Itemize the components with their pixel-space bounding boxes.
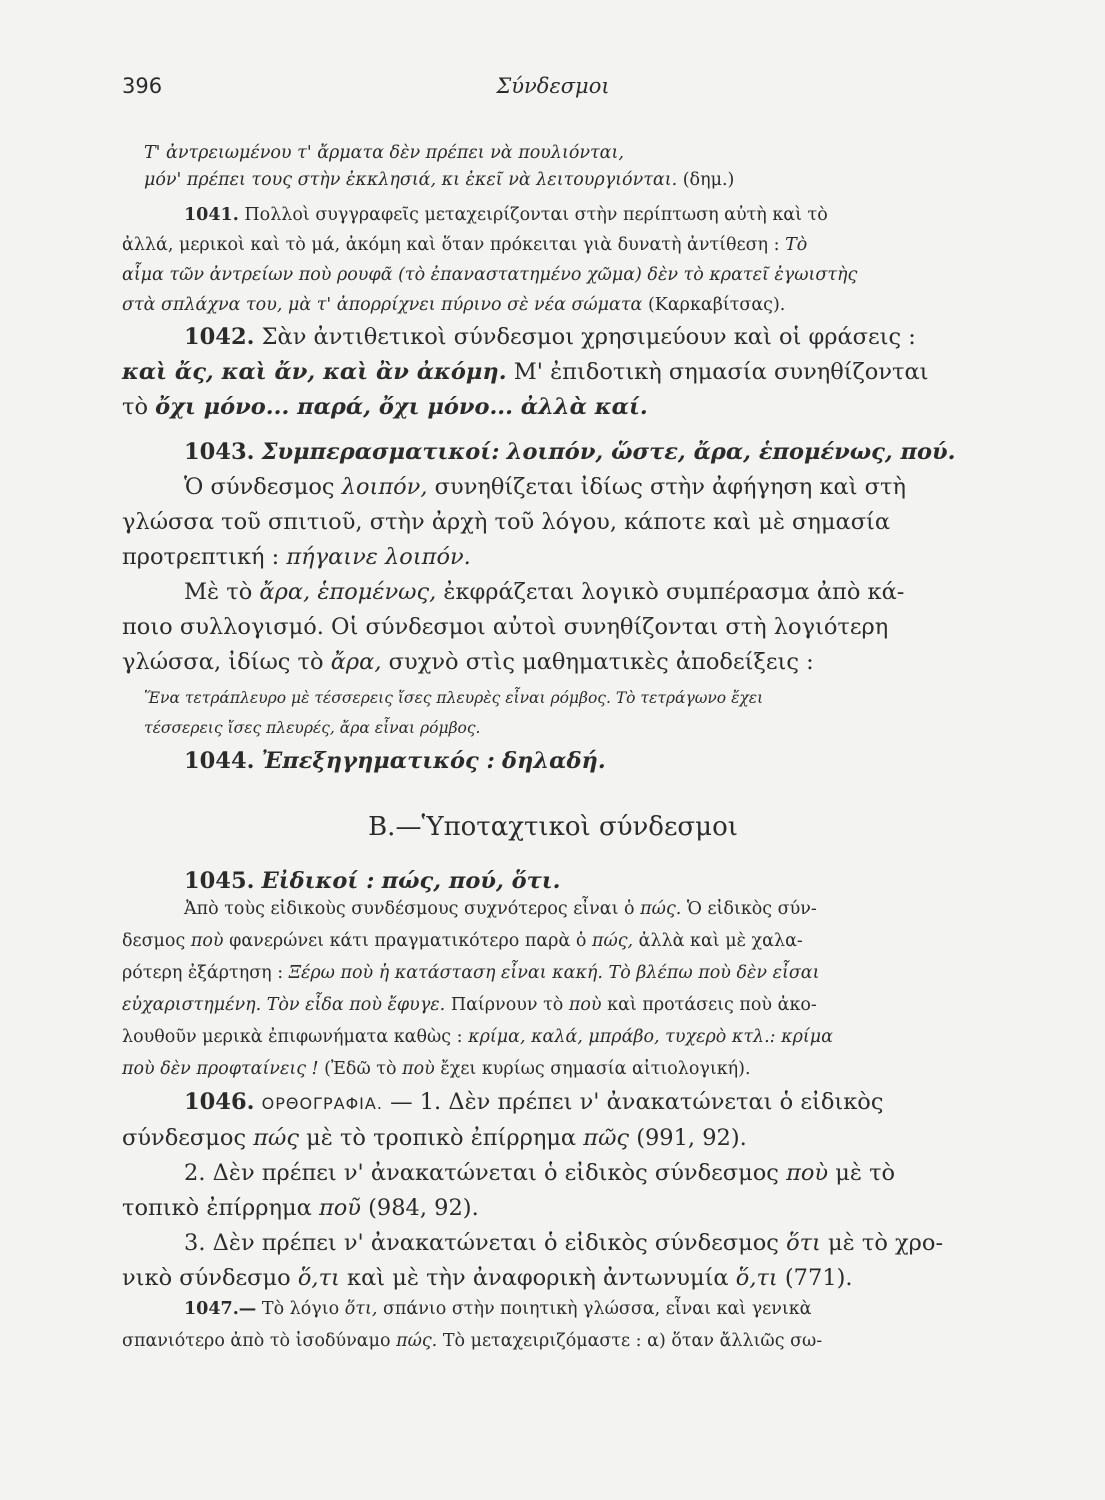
example-line: Ἕνα τετράπλευρο μὲ τέσσερεις ἴσες πλευρὲς εἶναι ρόμβος. Τὸ τετράγωνο ἔχει: [144, 689, 764, 707]
text-run: (984, 92).: [368, 1195, 479, 1221]
text-run: καὶ προτάσεις ποὺ ἀκο-: [607, 995, 817, 1015]
text-run: (991, 92).: [636, 1125, 747, 1151]
text-line: [122, 1053, 984, 1085]
text-run: σπανιότερο ἀπὸ τὸ ἰσοδύναμο: [122, 1331, 391, 1351]
text-line: [122, 1226, 984, 1261]
section-1043: [122, 435, 984, 680]
text-line: [122, 893, 984, 925]
example-line: τέσσερεις ἴσες πλευρές, ἄρα εἶναι ρόμβος.: [144, 719, 481, 737]
quote-line: Τ' ἀντρειωμένου τ' ἄρματα δὲν πρέπει νὰ πουλιόνται,: [144, 143, 624, 163]
text-line: [122, 925, 984, 957]
text-line: [122, 1191, 984, 1226]
text-line: [122, 1293, 984, 1325]
section-number: 1044.: [184, 748, 255, 774]
section-number: 1042.: [184, 324, 255, 350]
term-run: ἄρα, ἑπομένως,: [259, 579, 437, 605]
text-run: Τὸ λόγιο: [261, 1299, 340, 1319]
term-run: πώς: [253, 1125, 299, 1151]
text-run: Μὲ τὸ: [184, 579, 253, 605]
example-run: Τὸ: [785, 235, 808, 255]
text-run: 3. Δὲν πρέπει ν' ἀνακατώνεται ὁ εἰδικὸς σύνδεσμος: [184, 1230, 779, 1256]
section-number: 1045.: [184, 868, 255, 894]
term-run: ἄρα,: [330, 649, 382, 675]
section-1044: [122, 744, 984, 779]
text-run: Πολλοὶ συγγραφεῖς μεταχειρίζονται στὴν περίπτωση αὐτὴ καὶ τὸ: [244, 205, 828, 225]
example-run: Ξέρω ποὺ ἡ κατάσταση εἶναι κακή. Τὸ βλέπω ποὺ δὲν εἶσαι: [288, 963, 820, 983]
text-run: ἐκφράζεται λογικὸ συμπέρασμα ἀπὸ κά-: [443, 579, 905, 605]
term-run: δηλαδή.: [502, 748, 606, 774]
text-line: [122, 320, 984, 355]
text-line: [122, 200, 984, 230]
example-run: πήγαινε λοιπόν.: [286, 544, 471, 570]
term-run: ὅ,τι: [297, 1265, 340, 1291]
text-run: νικὸ σύνδεσμο: [122, 1265, 291, 1291]
text-line: [122, 390, 984, 425]
text-run: ἀλλά, μερικοὶ καὶ τὸ μά, ἀκόμη καὶ ὅταν πρόκειται γιὰ δυνατὴ ἀντίθεση :: [122, 235, 780, 255]
term-run: πώς,: [591, 931, 634, 951]
text-line: γλώσσα τοῦ σπιτιοῦ, στὴν ἀρχὴ τοῦ λόγου, κάποτε καὶ μὲ σημασία: [122, 509, 891, 535]
term-run: ὅτι: [786, 1230, 821, 1256]
term-run: ποὺ: [568, 995, 602, 1015]
term-run: πῶς: [583, 1125, 630, 1151]
text-run: Ὁ σύνδεσμος: [184, 474, 335, 500]
text-run: Σὰν ἀντιθετικοὶ σύνδεσμοι χρησιμεύουν καὶ οἱ φράσεις :: [261, 324, 916, 350]
quote-line-text: μόν' πρέπει τους στὴν ἐκκλησιά, κι ἐκεῖ νὰ λειτουργιόνται.: [144, 170, 678, 190]
text-run: συχνὸ στὶς μαθηματικὲς ἀποδείξεις :: [388, 649, 814, 675]
page-number: 396: [122, 74, 163, 98]
example-run: κρίμα, καλά, μπράβο, τυχερὸ κτλ.:: [468, 1027, 776, 1047]
text-run: — 1. Δὲν πρέπει ν' ἀνακατώνεται ὁ εἰδικὸς: [390, 1089, 884, 1115]
section-1045-body: [122, 893, 984, 1085]
text-run: φανερώνει κάτι πραγματικότερο παρὰ ὁ: [229, 931, 587, 951]
text-line: [122, 355, 984, 390]
text-line: [122, 1121, 984, 1156]
term-run: ὄχι μόνο... παρά, ὄχι μόνο... ἀλλὰ καί.: [155, 394, 648, 420]
text-run: σπάνιο στὴν ποιητικὴ γλώσσα, εἶναι καὶ γενικὰ: [382, 1299, 812, 1319]
text-run: τοπικὸ ἐπίρρημα: [122, 1195, 312, 1221]
text-run: (Ἐδῶ τὸ: [324, 1059, 397, 1079]
text-run: 2. Δὲν πρέπει ν' ἀνακατώνεται ὁ εἰδικὸς σύνδεσμος: [184, 1160, 779, 1186]
text-run: Ὁ εἰδικὸς σύν-: [686, 899, 817, 919]
section-number: 1047.—: [184, 1299, 257, 1319]
text-run: λουθοῦν μερικὰ ἐπιφωνήματα καθὼς :: [122, 1027, 463, 1047]
text-run: δεσμος: [122, 931, 186, 951]
text-line: ποιο συλλογισμό. Οἱ σύνδεσμοι αὐτοὶ συνηθίζονται στὴ λογιότερη: [122, 614, 889, 640]
page-header: [122, 74, 984, 106]
text-run: προτρεπτική :: [122, 544, 280, 570]
text-line: [122, 1261, 984, 1296]
term-run: πώς.: [640, 899, 682, 919]
text-run: μὲ τὸ χρο-: [828, 1230, 944, 1256]
text-run: τὸ: [122, 394, 148, 420]
term-run: ποὺ: [190, 931, 224, 951]
section-title: Συμπερασματικοί:: [261, 439, 500, 465]
text-line: [122, 645, 984, 680]
term-run: λοιπόν,: [341, 474, 428, 500]
text-run: Τὸ μεταχειριζόμαστε : α) ὅταν ἄλλιῶς σω-: [442, 1331, 823, 1351]
section-1047: [122, 1293, 984, 1357]
text-run: Ἀπὸ τοὺς εἰδικοὺς συνδέσμους συχνότερος εἶναι ὁ: [184, 899, 635, 919]
text-line: [122, 1325, 984, 1357]
section-1046: [122, 1085, 984, 1296]
example-run: ποὺ δὲν προφταίνεις !: [122, 1059, 319, 1079]
term-run: ποὺ: [786, 1160, 829, 1186]
term-run: πώς, πού, ὅτι.: [381, 868, 561, 894]
term-run: ὅ,τι: [735, 1265, 778, 1291]
text-line: [122, 989, 984, 1021]
text-line: [122, 230, 984, 260]
example-run: στὰ σπλάχνα του, μὰ τ' ἀπορρίχνει πύρινο σὲ νέα σώματα: [122, 295, 643, 315]
text-run: Μ' ἐπιδοτικὴ σημασία συνηθίζονται: [513, 359, 929, 385]
text-line: [122, 435, 984, 470]
text-line: [122, 1085, 984, 1121]
text-line: [122, 470, 984, 505]
text-line: [122, 290, 984, 320]
text-run: μὲ τὸ τροπικὸ ἐπίρρημα: [306, 1125, 577, 1151]
text-line: [122, 957, 984, 989]
section-label: ΟΡΘΟΓΡΑΦΙΑ.: [261, 1094, 383, 1113]
section-number: 1041.: [184, 205, 239, 225]
section-1042: [122, 320, 984, 425]
text-line: [122, 1156, 984, 1191]
text-line: αἷμα τῶν ἀντρείων ποὺ ρουφᾶ (τὸ ἐπαναστατημένο χῶμα) δὲν τὸ κρατεῖ ἐγωιστὴς: [122, 265, 858, 285]
term-run: ποὺ: [402, 1059, 435, 1079]
text-line: [122, 575, 984, 610]
term-run: λοιπόν, ὥστε, ἄρα, ἑπομένως, πού.: [506, 439, 956, 465]
text-run: γλώσσα, ἰδίως τὸ: [122, 649, 324, 675]
quote-block: [122, 140, 984, 194]
text-run: (771).: [784, 1265, 853, 1291]
example-block-1043: [122, 683, 984, 743]
section-b-heading: Β.—Ὑποταχτικοὶ σύνδεσμοι: [368, 812, 738, 842]
section-number: 1046.: [184, 1089, 255, 1115]
term-run: καὶ ἄς, καὶ ἄν, καὶ ἂν ἀκόμη.: [122, 359, 507, 385]
running-title: Σύνδεσμοι: [496, 74, 610, 98]
section-number: 1043.: [184, 439, 255, 465]
section-title: Ἐπεξηγηματικός :: [261, 748, 495, 774]
example-run: εὐχαριστημένη. Τὸν εἶδα ποὺ ἔφυγε.: [122, 995, 446, 1015]
text-run: ρότερη ἐξάρτηση :: [122, 963, 284, 983]
text-run: μὲ τὸ: [835, 1160, 896, 1186]
text-line: [122, 744, 984, 779]
text-run: ἔχει κυρίως σημασία αἰτιολογική).: [440, 1059, 751, 1079]
term-run: πώς.: [396, 1331, 438, 1351]
text-run: καὶ μὲ τὴν ἀναφορικὴ ἀντωνυμία: [347, 1265, 729, 1291]
quote-source: (δημ.): [682, 170, 735, 190]
text-run: συνηθίζεται ἰδίως στὴν ἀφήγηση καὶ στὴ: [434, 474, 906, 500]
section-1041: [122, 200, 984, 320]
example-run: κρίμα: [781, 1027, 833, 1047]
text-run: σύνδεσμος: [122, 1125, 247, 1151]
quote-line: [122, 167, 984, 194]
text-line: [122, 540, 984, 575]
section-title: Εἰδικοί :: [261, 868, 375, 894]
text-line: [122, 1021, 984, 1053]
text-run: ἀλλὰ καὶ μὲ χαλα-: [638, 931, 803, 951]
author-citation: (Καρκαβίτσας).: [647, 295, 786, 315]
text-run: Παίρνουν τὸ: [450, 995, 564, 1015]
term-run: ποῦ: [318, 1195, 361, 1221]
term-run: ὅτι,: [344, 1299, 378, 1319]
